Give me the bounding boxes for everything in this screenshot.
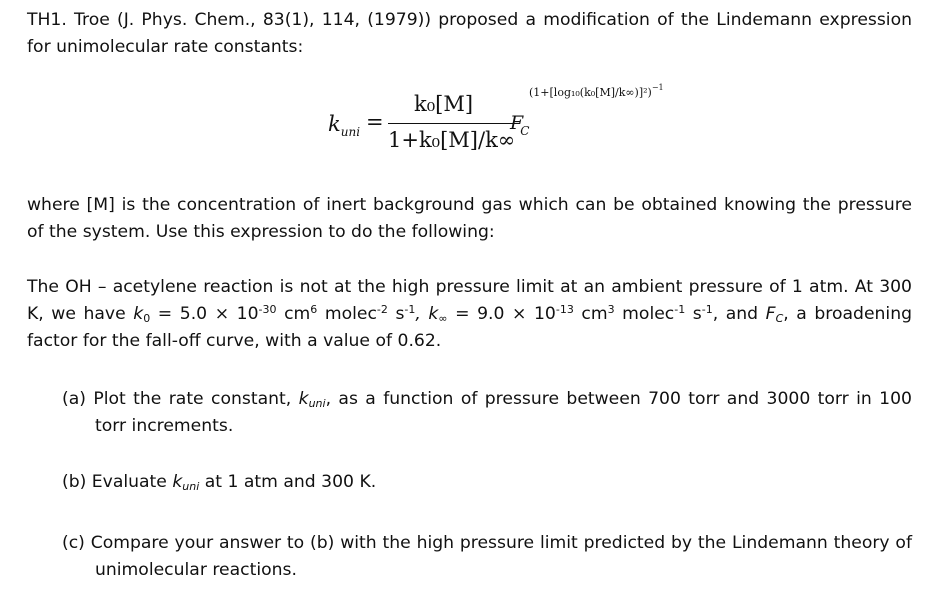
item-b-tail: at 1 atm and 300 K.: [199, 472, 377, 492]
fc-lead: , and: [712, 304, 766, 324]
equation-lhs: [328, 112, 361, 139]
lhs-symbol: k: [328, 112, 341, 136]
item-c-text: (c) Compare your answer to (b) with the high pressure limit predicted by the Lindemann theory of unimolecular reactions.: [62, 533, 912, 580]
item-a-text: [62, 386, 912, 440]
factor-symbol: F: [510, 112, 524, 134]
equation-numerator: k₀[M]: [414, 92, 474, 116]
equation-denominator: 1+k₀[M]/k∞: [388, 128, 516, 152]
item-b-k: k: [172, 472, 183, 492]
fc-symbol: F: [765, 304, 776, 324]
kinf-symbol: , k: [415, 304, 439, 324]
equation-equals: =: [366, 110, 384, 134]
k0-value: = 5.0 × 10: [150, 304, 259, 324]
exponent-power: −1: [651, 83, 664, 92]
equation-exponent: [529, 83, 664, 99]
intro-paragraph: [27, 7, 912, 61]
where-text: where [M] is the concentration of inert background gas which can be obtained knowing the pressure of the system. Use this expression to do the following:: [27, 195, 912, 242]
item-a-tail: , as a function of pressure between 700 torr and 3000 torr in 100 torr increments.: [95, 389, 912, 436]
item-b-k-sub: uni: [182, 480, 200, 493]
kinf-unit-molec-exp: -1: [674, 303, 686, 316]
item-a-k: k: [298, 389, 309, 409]
k0-unit-molec: molec: [317, 304, 377, 324]
question-item-c: [62, 530, 912, 584]
item-a-lead: (a) Plot the rate constant,: [62, 389, 299, 409]
k0-unit-s-exp: -1: [404, 303, 416, 316]
fc-tail: , a broadening factor for the fall-off curve, with a value of 0.62.: [27, 304, 912, 351]
kinf-value: = 9.0 × 10: [447, 304, 556, 324]
equation-broadening-factor: [510, 112, 532, 138]
question-item-a: [62, 386, 912, 440]
question-item-b: [62, 469, 912, 496]
k0-unit-s: s: [387, 304, 405, 324]
fraction-bar: [388, 123, 520, 124]
fc-subscript: C: [775, 312, 784, 325]
kinf-unit-cm-exp: 3: [607, 303, 615, 316]
reaction-line1: The OH – acetylene reaction is not at the high pressure limit at an ambient pressure of 1 atm.: [27, 277, 849, 297]
k0-symbol: k: [133, 304, 144, 324]
troe-equation: [328, 83, 688, 166]
kinf-unit-cm: cm: [573, 304, 608, 324]
kinf-unit-molec: molec: [614, 304, 675, 324]
kinf-unit-s-exp: -1: [701, 303, 713, 316]
k0-unit-cm-exp: 6: [310, 303, 318, 316]
k0-unit-molec-exp: -2: [376, 303, 388, 316]
item-b-lead: (b) Evaluate: [62, 472, 173, 492]
k0-exponent: -30: [258, 303, 277, 316]
reaction-paragraph: [27, 274, 912, 355]
item-b-text: [62, 469, 912, 496]
k0-unit-cm: cm: [276, 304, 311, 324]
kinf-subscript: ∞: [438, 312, 448, 325]
kinf-exponent: -13: [555, 303, 574, 316]
k0-subscript: 0: [143, 312, 151, 325]
item-a-k-sub: uni: [308, 397, 326, 410]
lhs-subscript: uni: [340, 125, 361, 139]
where-paragraph: [27, 192, 912, 246]
factor-subscript: C: [520, 124, 530, 138]
kinf-unit-s: s: [685, 304, 702, 324]
intro-text: TH1. Troe (J. Phys. Chem., 83(1), 114, (1979)) proposed a modification of the Lindemann expression for unimolecular rate constants:: [27, 10, 912, 57]
exponent-body: (1+[log₁₀(k₀[M]/k∞)]²): [529, 86, 652, 99]
reaction-temp-lead: At 300 K, we have: [27, 277, 912, 324]
